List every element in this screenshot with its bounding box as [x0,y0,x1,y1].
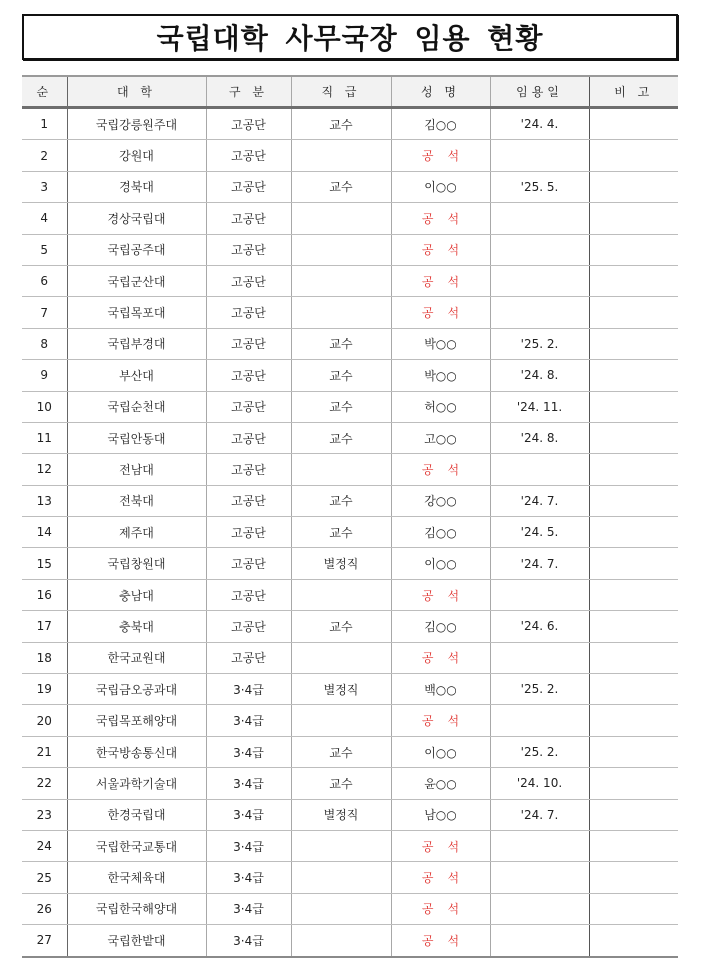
cell-note [589,548,678,579]
cell-rank: 교수 [291,391,391,422]
table-row [22,736,678,767]
cell-university: 국립목포대 [67,297,206,328]
cell-note [589,611,678,642]
cell-university: 국립한국교통대 [67,830,206,861]
cell-rank: 교수 [291,517,391,548]
vacant-status: 공석 [391,925,490,957]
header-name: 성 명 [391,76,490,108]
cell-note [589,422,678,453]
table-row [22,862,678,893]
cell-date: '24. 10. [490,768,589,799]
cell-note [589,674,678,705]
cell-no: 21 [22,736,67,767]
cell-note [589,830,678,861]
cell-date [490,265,589,296]
cell-university: 국립한밭대 [67,925,206,957]
vacant-status: 공석 [391,579,490,610]
cell-no: 24 [22,830,67,861]
cell-date: '24. 5. [490,517,589,548]
cell-rank: 별정직 [291,548,391,579]
cell-rank [291,297,391,328]
cell-date: '25. 2. [490,328,589,359]
cell-note [589,328,678,359]
cell-note [589,799,678,830]
cell-category: 3·4급 [206,862,291,893]
cell-category: 고공단 [206,611,291,642]
cell-university: 국립부경대 [67,328,206,359]
table-row [22,328,678,359]
table-row [22,768,678,799]
cell-name: 김○○ [391,517,490,548]
cell-no: 13 [22,485,67,516]
vacant-status: 공석 [391,265,490,296]
cell-rank [291,265,391,296]
cell-name: 박○○ [391,360,490,391]
cell-category: 고공단 [206,548,291,579]
vacant-status: 공석 [391,830,490,861]
cell-rank: 교수 [291,422,391,453]
cell-date [490,830,589,861]
cell-category: 고공단 [206,360,291,391]
cell-no: 4 [22,203,67,234]
table-row [22,360,678,391]
cell-category: 3·4급 [206,925,291,957]
cell-note [589,297,678,328]
cell-date [490,705,589,736]
table-row [22,548,678,579]
table-row [22,140,678,171]
cell-no: 11 [22,422,67,453]
cell-category: 3·4급 [206,768,291,799]
table-row [22,391,678,422]
cell-note [589,517,678,548]
vacant-status: 공석 [391,893,490,924]
cell-university: 국립안동대 [67,422,206,453]
cell-date: '24. 7. [490,485,589,516]
cell-no: 9 [22,360,67,391]
table-row [22,485,678,516]
cell-university: 국립한국해양대 [67,893,206,924]
cell-category: 고공단 [206,422,291,453]
cell-university: 국립공주대 [67,234,206,265]
table-row [22,517,678,548]
cell-category: 고공단 [206,297,291,328]
cell-rank: 교수 [291,108,391,140]
cell-date: '24. 4. [490,108,589,140]
table-row [22,454,678,485]
cell-category: 고공단 [206,328,291,359]
cell-note [589,108,678,140]
cell-date [490,862,589,893]
cell-category: 고공단 [206,485,291,516]
cell-no: 2 [22,140,67,171]
cell-note [589,579,678,610]
cell-date [490,140,589,171]
cell-rank [291,705,391,736]
cell-no: 26 [22,893,67,924]
cell-rank: 별정직 [291,674,391,705]
cell-category: 고공단 [206,203,291,234]
cell-university: 충북대 [67,611,206,642]
cell-date: '24. 6. [490,611,589,642]
cell-rank: 교수 [291,736,391,767]
cell-rank [291,862,391,893]
cell-no: 27 [22,925,67,957]
cell-category: 3·4급 [206,674,291,705]
cell-rank [291,203,391,234]
cell-date [490,203,589,234]
vacant-status: 공석 [391,705,490,736]
cell-note [589,360,678,391]
cell-rank: 교수 [291,485,391,516]
cell-no: 1 [22,108,67,140]
cell-university: 한경국립대 [67,799,206,830]
cell-date [490,579,589,610]
table-row [22,203,678,234]
cell-category: 3·4급 [206,830,291,861]
cell-no: 7 [22,297,67,328]
cell-date: '25. 5. [490,171,589,202]
header-rank: 직 급 [291,76,391,108]
table-row [22,422,678,453]
cell-category: 고공단 [206,171,291,202]
cell-rank [291,579,391,610]
cell-no: 12 [22,454,67,485]
cell-category: 3·4급 [206,893,291,924]
cell-name: 강○○ [391,485,490,516]
cell-name: 고○○ [391,422,490,453]
cell-rank: 별정직 [291,799,391,830]
cell-note [589,485,678,516]
cell-category: 고공단 [206,642,291,673]
cell-note [589,171,678,202]
table-body [22,108,678,957]
cell-note [589,140,678,171]
header-no: 순 [22,76,67,108]
cell-note [589,862,678,893]
table-row [22,642,678,673]
cell-date: '24. 8. [490,422,589,453]
cell-category: 고공단 [206,391,291,422]
cell-rank: 교수 [291,328,391,359]
cell-name: 이○○ [391,736,490,767]
cell-university: 한국방송통신대 [67,736,206,767]
cell-name: 윤○○ [391,768,490,799]
cell-university: 강원대 [67,140,206,171]
cell-name: 이○○ [391,548,490,579]
cell-university: 서울과학기술대 [67,768,206,799]
cell-date: '25. 2. [490,736,589,767]
cell-name: 허○○ [391,391,490,422]
cell-no: 5 [22,234,67,265]
document-title: 국립대학 사무국장 임용 현황 [156,22,544,55]
header-note: 비 고 [589,76,678,108]
cell-category: 고공단 [206,265,291,296]
vacant-status: 공석 [391,862,490,893]
cell-note [589,265,678,296]
cell-university: 국립창원대 [67,548,206,579]
table-row [22,705,678,736]
cell-category: 고공단 [206,234,291,265]
cell-university: 전북대 [67,485,206,516]
cell-rank [291,925,391,957]
cell-no: 15 [22,548,67,579]
cell-rank [291,234,391,265]
cell-no: 20 [22,705,67,736]
table-row [22,108,678,140]
cell-name: 백○○ [391,674,490,705]
cell-date [490,297,589,328]
table-row [22,925,678,957]
cell-university: 국립금오공과대 [67,674,206,705]
cell-university: 한국교원대 [67,642,206,673]
cell-date: '24. 7. [490,548,589,579]
cell-note [589,203,678,234]
cell-university: 국립강릉원주대 [67,108,206,140]
cell-university: 부산대 [67,360,206,391]
cell-no: 14 [22,517,67,548]
cell-rank: 교수 [291,171,391,202]
cell-category: 3·4급 [206,705,291,736]
table-row [22,579,678,610]
cell-note [589,736,678,767]
cell-no: 17 [22,611,67,642]
cell-university: 제주대 [67,517,206,548]
cell-date: '25. 2. [490,674,589,705]
cell-university: 국립군산대 [67,265,206,296]
table-row [22,265,678,296]
cell-category: 3·4급 [206,799,291,830]
vacant-status: 공석 [391,234,490,265]
cell-note [589,454,678,485]
cell-date [490,454,589,485]
table-row [22,171,678,202]
cell-date: '24. 8. [490,360,589,391]
cell-category: 고공단 [206,108,291,140]
cell-category: 고공단 [206,454,291,485]
cell-date [490,893,589,924]
cell-note [589,925,678,957]
cell-date [490,642,589,673]
cell-note [589,234,678,265]
cell-no: 23 [22,799,67,830]
cell-rank [291,893,391,924]
vacant-status: 공석 [391,642,490,673]
cell-rank: 교수 [291,768,391,799]
cell-university: 충남대 [67,579,206,610]
cell-no: 19 [22,674,67,705]
cell-rank [291,454,391,485]
cell-name: 이○○ [391,171,490,202]
cell-no: 25 [22,862,67,893]
cell-category: 고공단 [206,579,291,610]
cell-university: 경북대 [67,171,206,202]
cell-no: 6 [22,265,67,296]
document-title-box [22,14,678,60]
cell-name: 박○○ [391,328,490,359]
cell-note [589,705,678,736]
cell-rank [291,140,391,171]
cell-university: 국립순천대 [67,391,206,422]
cell-university: 한국체육대 [67,862,206,893]
cell-no: 18 [22,642,67,673]
cell-rank: 교수 [291,360,391,391]
table-row [22,234,678,265]
cell-rank [291,830,391,861]
table-row [22,799,678,830]
table-row [22,297,678,328]
table-row [22,674,678,705]
table-row [22,893,678,924]
cell-no: 10 [22,391,67,422]
appointment-status-table [22,75,678,958]
cell-no: 8 [22,328,67,359]
cell-date [490,925,589,957]
cell-rank: 교수 [291,611,391,642]
cell-no: 3 [22,171,67,202]
cell-date [490,234,589,265]
cell-note [589,893,678,924]
cell-note [589,642,678,673]
header-university: 대 학 [67,76,206,108]
cell-date: '24. 11. [490,391,589,422]
vacant-status: 공석 [391,203,490,234]
cell-name: 남○○ [391,799,490,830]
vacant-status: 공석 [391,454,490,485]
cell-category: 고공단 [206,517,291,548]
header-date: 임용일 [490,76,589,108]
vacant-status: 공석 [391,297,490,328]
cell-category: 3·4급 [206,736,291,767]
header-category: 구 분 [206,76,291,108]
cell-category: 고공단 [206,140,291,171]
cell-note [589,391,678,422]
cell-no: 22 [22,768,67,799]
cell-rank [291,642,391,673]
table-row [22,830,678,861]
table-row [22,611,678,642]
cell-university: 경상국립대 [67,203,206,234]
cell-no: 16 [22,579,67,610]
vacant-status: 공석 [391,140,490,171]
cell-name: 김○○ [391,611,490,642]
cell-name: 김○○ [391,108,490,140]
cell-university: 국립목포해양대 [67,705,206,736]
cell-date: '24. 7. [490,799,589,830]
table-header-row [22,76,678,108]
cell-university: 전남대 [67,454,206,485]
cell-note [589,768,678,799]
